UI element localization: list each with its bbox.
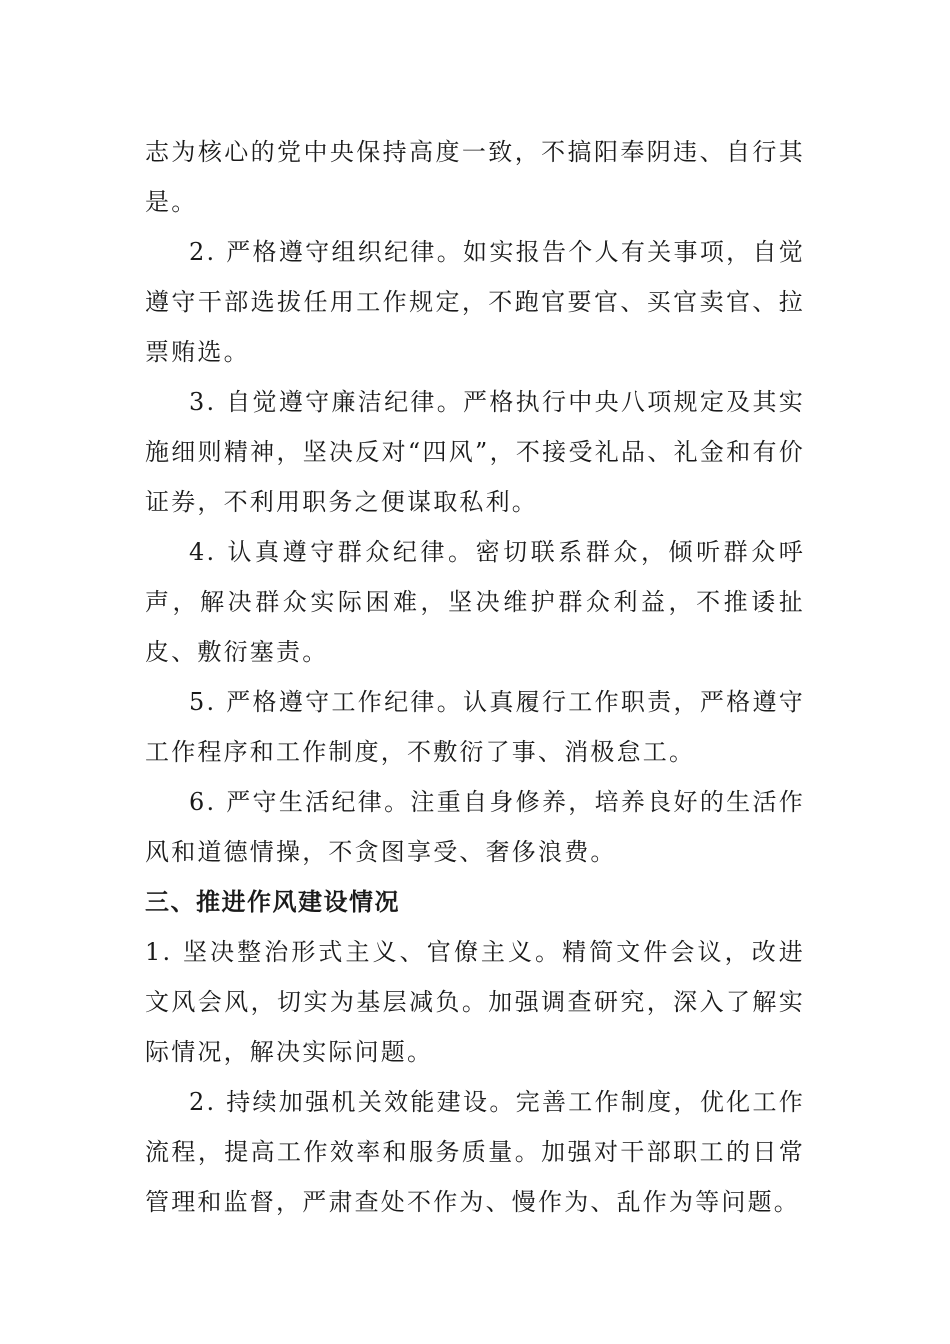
paragraph-efficiency: 2. 持续加强机关效能建设。完善工作制度，优化工作流程，提高工作效率和服务质量。加强对干部职工的日常管理和监督，严肃查处不作为、慢作为、乱作为等问题。 <box>145 1088 805 1216</box>
paragraph-life-discipline: 6. 严守生活纪律。注重自身修养，培养良好的生活作风和道德情操，不贪图享受、奢侈浪费。 <box>145 788 805 866</box>
document-body <box>145 127 805 1227</box>
paragraph-mass-discipline: 4. 认真遵守群众纪律。密切联系群众，倾听群众呼声，解决群众实际困难，坚决维护群众利益，不推诿扯皮、敷衍塞责。 <box>145 538 805 666</box>
paragraph-integrity-discipline: 3. 自觉遵守廉洁纪律。严格执行中央八项规定及其实施细则精神，坚决反对“四风”，不接受礼品、礼金和有价证券，不利用职务之便谋取私利。 <box>145 388 805 516</box>
paragraph-work-discipline: 5. 严格遵守工作纪律。认真履行工作职责，严格遵守工作程序和工作制度，不敷衍了事、消极怠工。 <box>145 688 805 766</box>
paragraph-continuation: 志为核心的党中央保持高度一致，不搞阳奉阴违、自行其是。 <box>145 138 805 216</box>
paragraph-formalism: 1. 坚决整治形式主义、官僚主义。精简文件会议，改进文风会风，切实为基层减负。加强调查研究，深入了解实际情况，解决实际问题。 <box>145 938 805 1066</box>
paragraph-organization-discipline: 2. 严格遵守组织纪律。如实报告个人有关事项，自觉遵守干部选拔任用工作规定，不跑官要官、买官卖官、拉票贿选。 <box>145 238 805 366</box>
section-heading: 三、推进作风建设情况 <box>145 888 400 916</box>
